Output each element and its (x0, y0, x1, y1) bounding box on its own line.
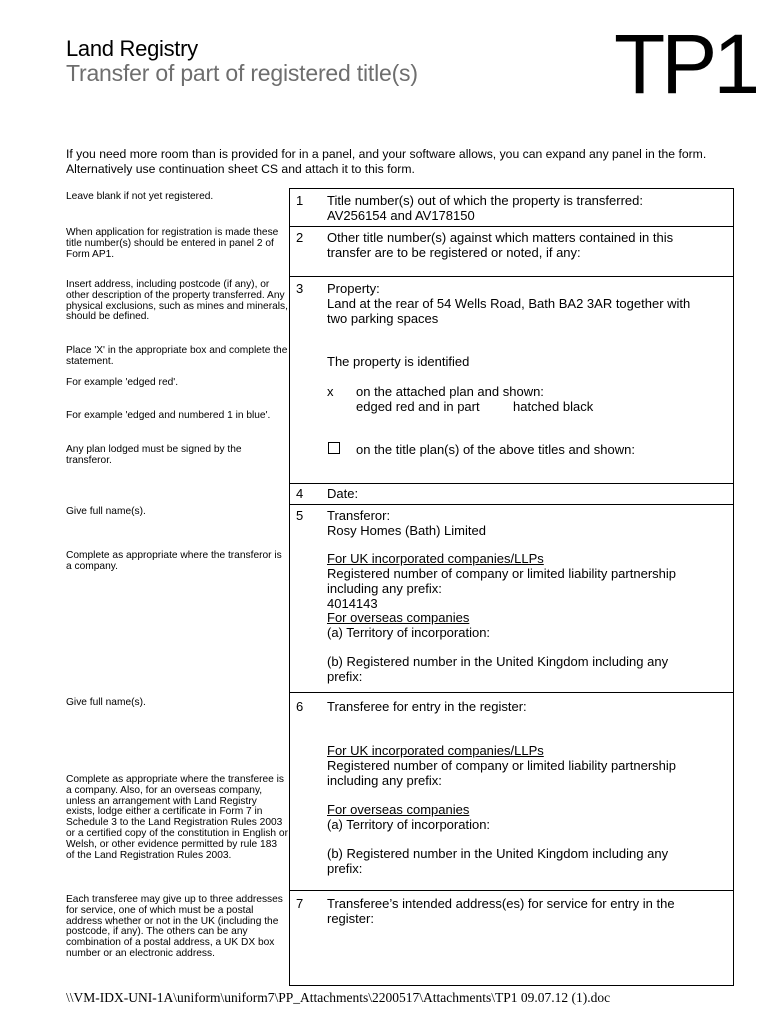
panel-5-overseas-heading: For overseas companies (327, 610, 470, 625)
panel-6-label: Transferee for entry in the register: (327, 699, 527, 714)
panel-7-label-line1: Transferee’s intended address(es) for service for entry in the (327, 896, 675, 911)
panel-3-identified: The property is identified (327, 354, 470, 369)
panel-2-number: 2 (296, 230, 304, 245)
panel-3-option1-edged[interactable]: edged red and in part (356, 399, 480, 414)
note-panel-3-edged-red: For example 'edged red'. (66, 377, 179, 388)
panel-5-registered-line2: including any prefix: (327, 581, 442, 596)
panel-4-number: 4 (296, 486, 304, 501)
panel-5-uk-reg-line2: prefix: (327, 669, 363, 684)
panel-6-overseas-heading: For overseas companies (327, 802, 470, 817)
note-panel-3-place-x: Place 'X' in the appropriate box and complete the statement. (66, 345, 288, 367)
panel-3-option2-checkbox[interactable] (328, 442, 340, 454)
panel-divider (289, 483, 734, 484)
panel-3-property-line2[interactable]: two parking spaces (327, 311, 439, 326)
panel-5-label: Transferor: (327, 508, 391, 523)
note-panel-6-company: Complete as appropriate where the transferee is a company. Also, for an overseas company, unless an arrangement with Land Registry exists, lodge either a certificate in Form 7 in Schedule 3 to the Land Registration Rules 2003 or a certified copy of the constitution in English or Welsh, or other evidence permitted by rule 183 of the Land Registration Rules 2003. (66, 774, 288, 861)
panel-6-uk-reg-line1: (b) Registered number in the United Kingdom including any (327, 846, 669, 861)
note-panel-2: When application for registration is made these title number(s) should be entered in panel 2 of Form AP1. (66, 227, 279, 260)
note-panel-5-company: Complete as appropriate where the transferor is a company. (66, 550, 282, 572)
note-panel-3-plan-signed: Any plan lodged must be signed by the transferor. (66, 444, 242, 466)
panel-divider (289, 692, 734, 693)
note-panel-5-full-name: Give full name(s). (66, 506, 146, 517)
file-path-footer: \\VM-IDX-UNI-1A\uniform\uniform7\PP_Attachments\2200517\Attachments\TP1 09.07.12 (1).doc (66, 990, 611, 1005)
panel-6-territory: (a) Territory of incorporation: (327, 817, 491, 832)
panel-3-option1-mark[interactable]: x (327, 384, 334, 399)
note-panel-7-addresses: Each transferee may give up to three addresses for service, one of which must be a postal address whether or not in the UK (including the postcode, if any). The others can be any combination of a postal address, a UK DX box number or an electronic address. (66, 894, 283, 959)
note-panel-3-address: Insert address, including postcode (if any), or other description of the property transferred. Any physical exclusions, such as mines and minerals, should be defined. (66, 279, 288, 323)
note-panel-6-full-name: Give full name(s). (66, 697, 146, 708)
panel-6-uk-heading: For UK incorporated companies/LLPs (327, 743, 544, 758)
panel-divider (289, 890, 734, 891)
panel-1-label: Title number(s) out of which the property is transferred: (327, 193, 643, 208)
panel-divider (289, 504, 734, 505)
panel-divider (289, 226, 734, 227)
panel-3-label: Property: (327, 281, 380, 296)
panel-7-label-line2: register: (327, 911, 374, 926)
brand-name: Land Registry (66, 36, 198, 61)
panel-5-uk-reg-line1: (b) Registered number in the United Kingdom including any (327, 654, 669, 669)
panel-6-registered-line2: including any prefix: (327, 773, 442, 788)
panel-6-number: 6 (296, 699, 304, 714)
panel-5-number: 5 (296, 508, 304, 523)
note-panel-1: Leave blank if not yet registered. (66, 191, 214, 202)
panel-1-number: 1 (296, 193, 304, 208)
note-panel-3-edged-numbered: For example 'edged and numbered 1 in blue'. (66, 410, 271, 421)
panel-3-option1-hatched[interactable]: hatched black (513, 399, 594, 414)
panel-5-transferor-name[interactable]: Rosy Homes (Bath) Limited (327, 523, 486, 538)
form-code: TP1 (614, 17, 757, 111)
panel-3-option2-label: on the title plan(s) of the above titles and shown: (356, 442, 635, 457)
panel-3-property-line1[interactable]: Land at the rear of 54 Wells Road, Bath BA2 3AR together with (327, 296, 691, 311)
panel-2-label-line1: Other title number(s) against which matters contained in this (327, 230, 674, 245)
panel-5-registered-number[interactable]: 4014143 (327, 596, 378, 611)
panel-6-registered-line1: Registered number of company or limited liability partnership (327, 758, 676, 773)
panel-5-uk-heading: For UK incorporated companies/LLPs (327, 551, 544, 566)
intro-text: If you need more room than is provided for in a panel, and your software allows, you can expand any panel in the form. Alternatively use continuation sheet CS and attach it to this form. (66, 147, 707, 176)
panel-1-title-numbers[interactable]: AV256154 and AV178150 (327, 208, 475, 223)
panel-3-option1-label: on the attached plan and shown: (356, 384, 544, 399)
form-title: Transfer of part of registered title(s) (66, 60, 418, 86)
panel-4-label: Date: (327, 486, 359, 501)
panel-6-uk-reg-line2: prefix: (327, 861, 363, 876)
panel-2-label-line2: transfer are to be registered or noted, if any: (327, 245, 581, 260)
panel-7-number: 7 (296, 896, 304, 911)
panel-5-registered-line1: Registered number of company or limited liability partnership (327, 566, 676, 581)
panel-3-number: 3 (296, 281, 304, 296)
panel-divider (289, 276, 734, 277)
panel-5-territory: (a) Territory of incorporation: (327, 625, 491, 640)
